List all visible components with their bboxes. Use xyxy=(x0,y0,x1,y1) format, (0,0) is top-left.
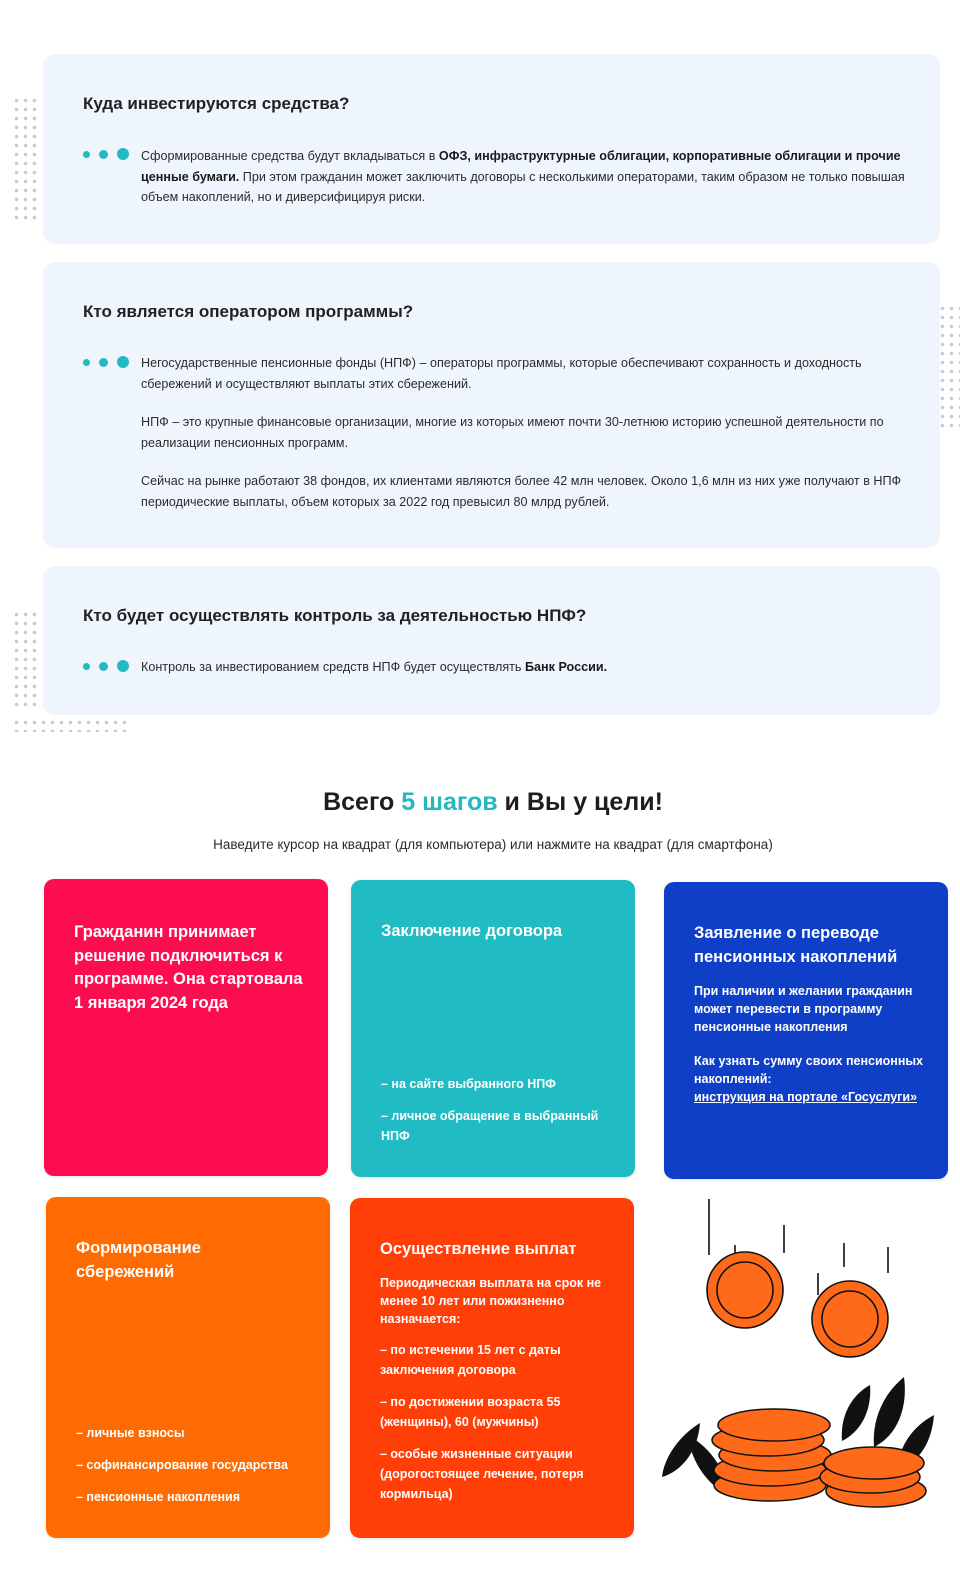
faq-answer xyxy=(141,353,906,512)
dot-pattern-decoration xyxy=(938,304,960,430)
list-item: – софинансирование государства xyxy=(76,1458,288,1472)
paragraph-text: Сейчас на рынке работают 38 фондов, их клиентами являются более 42 млн человек. Около 1,6 млн из них уже получают в НПФ периодические выплаты, объем которых за 2022 год превысил 80 млрд рублей. xyxy=(141,474,902,509)
step-note-text: При наличии и желании гражданин может перевести в программу пенсионные накопления xyxy=(694,984,913,1034)
step-title: Гражданин принимает решение подключиться к программе. Она стартовала 1 января 2024 года xyxy=(74,923,303,1012)
list-item: – особые жизненные ситуации (дорогостоящее лечение, потеря кормильца) xyxy=(380,1447,584,1501)
step-note xyxy=(694,982,924,1106)
step-card-payments[interactable] xyxy=(350,1198,634,1538)
list-item: – пенсионные накопления xyxy=(76,1490,240,1504)
step-card-transfer[interactable] xyxy=(664,882,948,1179)
bullet-dots-icon xyxy=(83,660,131,672)
step-card-decision[interactable] xyxy=(44,879,328,1176)
emphasis-text: ОФЗ, инфраструктурные облигации, корпоративные облигации и прочие ценные бумаги. xyxy=(141,149,901,184)
paragraph-text: Негосударственные пенсионные фонды (НПФ) – операторы программы, которые обеспечивают сохранность и доходность сбережений и осуществляют выплаты этих сбережений. xyxy=(141,356,862,391)
dot-pattern-decoration xyxy=(12,96,42,222)
step-card-savings[interactable] xyxy=(46,1197,330,1538)
faq-paragraph xyxy=(141,146,906,208)
faq-question: Куда инвестируются средства? xyxy=(83,94,350,113)
faq-card-control xyxy=(43,566,940,715)
bullet-dots-icon xyxy=(83,148,131,160)
list-item: – личное обращение в выбранный НПФ xyxy=(381,1109,599,1143)
step-note-text xyxy=(694,1052,924,1106)
dot-pattern-decoration xyxy=(12,610,42,709)
step-list xyxy=(76,1423,316,1507)
step-title: Заключение договора xyxy=(381,922,563,940)
list-item: – по достижении возраста 55 (женщины), 60 (мужчины) xyxy=(380,1395,561,1429)
step-list xyxy=(381,1074,601,1146)
faq-card-investments xyxy=(43,54,940,244)
dot-pattern-decoration xyxy=(12,718,130,732)
faq-question: Кто будет осуществлять контроль за деятельностью НПФ? xyxy=(83,606,587,625)
paragraph-text: При этом гражданин может заключить договоры с несколькими операторами, таким образом не только повышая объем накоплений, но и диверсифицируя риски. xyxy=(141,169,905,204)
gosuslugi-instruction-link[interactable]: инструкция на портале «Госуслуги» xyxy=(694,1090,918,1104)
paragraph-text: НПФ – это крупные финансовые организации, многие из которых имеют почти 30-летнюю историю успешной деятельности по реализации пенсионных программ. xyxy=(141,415,884,450)
step-card-contract[interactable] xyxy=(351,880,635,1177)
list-item: – на сайте выбранного НПФ xyxy=(381,1077,556,1091)
bullet-dots-icon xyxy=(83,356,131,368)
faq-paragraph xyxy=(141,412,906,453)
faq-paragraph xyxy=(141,353,906,394)
falling-coin-icon xyxy=(707,1252,783,1328)
faq-card-operator xyxy=(43,262,940,548)
heading-accent-text: 5 шагов xyxy=(401,788,498,816)
list-item: – по истечении 15 лет с даты заключения договора xyxy=(380,1343,561,1377)
faq-paragraph xyxy=(141,471,906,512)
faq-paragraph xyxy=(141,657,906,678)
step-title: Заявление о переводе пенсионных накоплений xyxy=(694,924,898,966)
steps-subtitle: Наведите курсор на квадрат (для компьютера) или нажмите на квадрат (для смартфона) xyxy=(213,837,773,852)
heading-text: Всего xyxy=(323,788,402,816)
list-item: – личные взносы xyxy=(76,1426,185,1440)
emphasis-text: Банк России. xyxy=(525,660,608,674)
paragraph-text: Сформированные средства будут вкладываться в xyxy=(141,149,439,163)
faq-answer xyxy=(141,657,906,678)
step-title: Осуществление выплат xyxy=(380,1240,577,1258)
faq-question: Кто является оператором программы? xyxy=(83,302,414,321)
heading-text: и Вы у цели! xyxy=(497,788,663,816)
coins-and-leaves-illustration xyxy=(660,1195,950,1525)
paragraph-text: Контроль за инвестированием средств НПФ будет осуществлять xyxy=(141,660,525,674)
faq-answer xyxy=(141,146,906,208)
steps-heading xyxy=(0,788,960,817)
step-title: Формирование сбережений xyxy=(76,1239,201,1281)
step-list xyxy=(380,1340,605,1504)
falling-coin-icon xyxy=(812,1281,888,1357)
step-note: Периодическая выплата на срок не менее 10 лет или пожизненно назначается: xyxy=(380,1276,602,1326)
step-note-label: Как узнать сумму своих пенсионных накоплений: xyxy=(694,1054,924,1086)
